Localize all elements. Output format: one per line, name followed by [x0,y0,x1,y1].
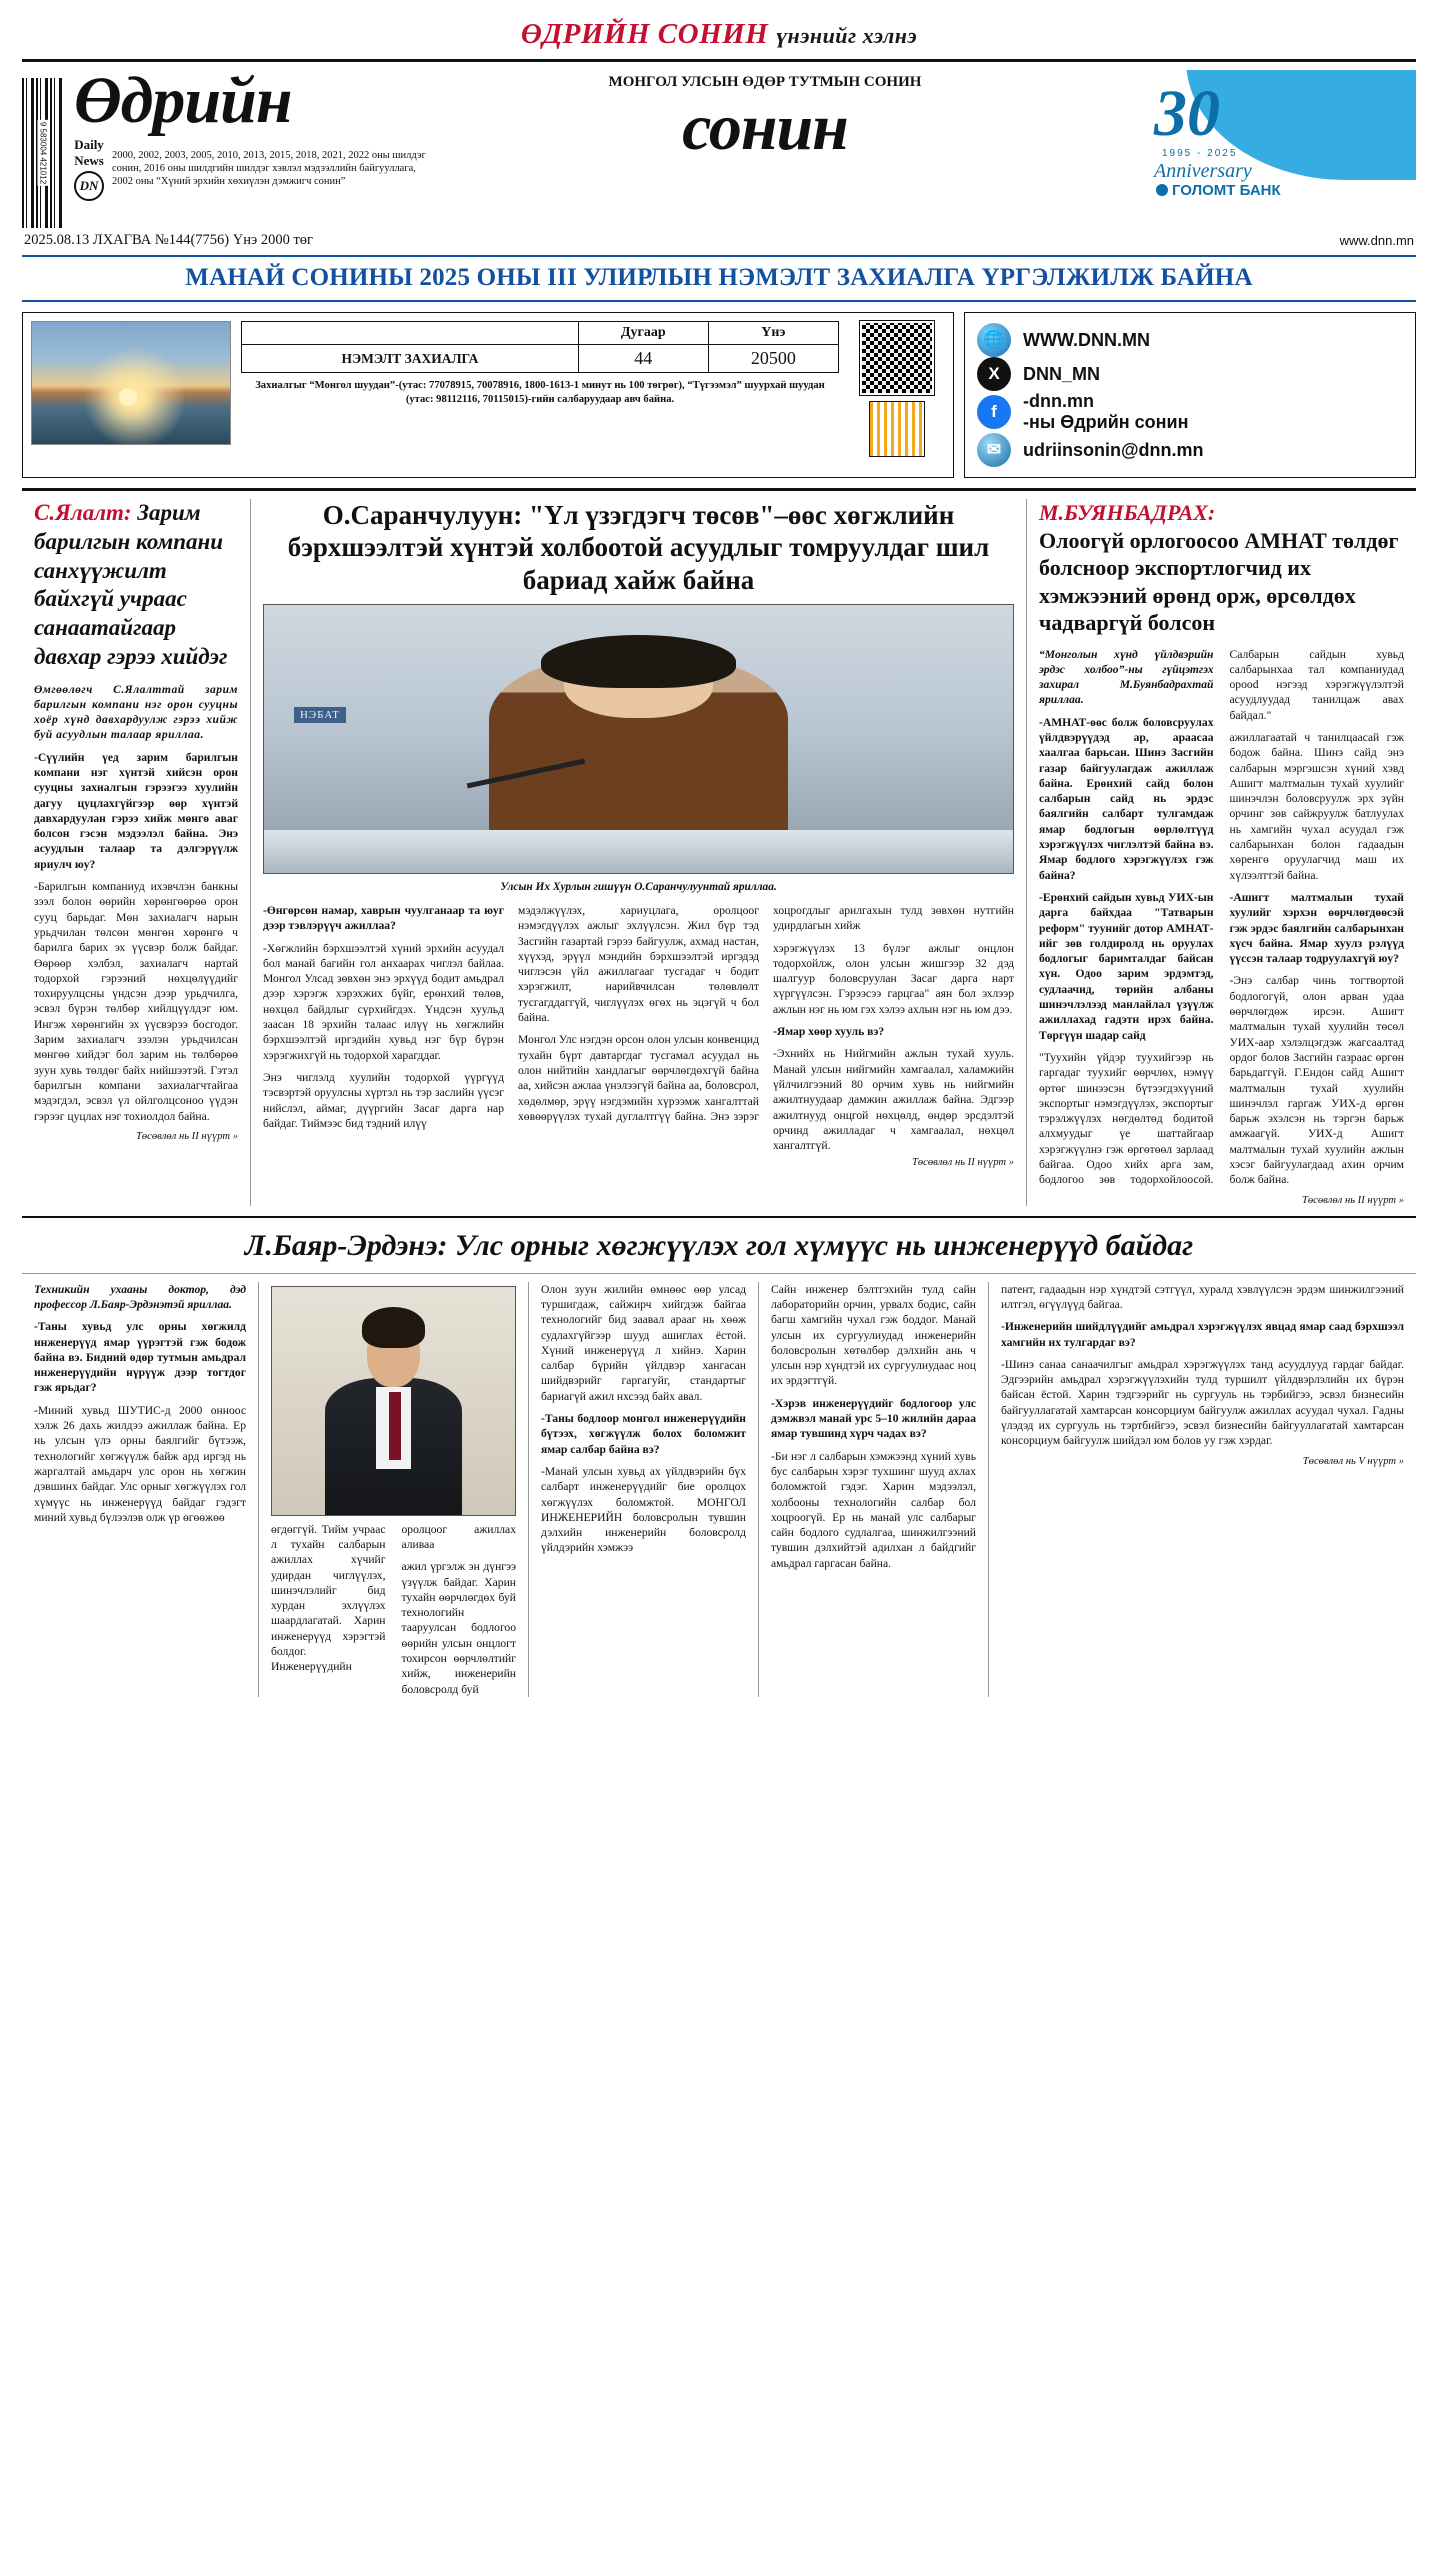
qr-code-icon[interactable] [860,321,934,395]
anniversary-logo [1096,70,1416,200]
article-left-kicker: С.Ялалт: [34,500,132,525]
article-bottom-col4 [758,1282,988,1697]
article-right-headline [1039,499,1404,637]
website-url[interactable]: www.dnn.mn [1339,233,1414,248]
subscription-table [241,321,839,373]
article-left-headline [34,499,238,672]
table-header-row [242,322,839,345]
col-head-issues: Дугаар [578,322,708,345]
article-center-q2: -Ямар хөөр хууль вэ? [773,1025,885,1039]
article-bottom-col5 [988,1282,1416,1697]
bank-logo [1156,182,1281,199]
awards-text: 2000, 2002, 2003, 2005, 2010, 2013, 2015, 2018, 2021, 2022 оны шилдэг сонин, 2016 оны шилдгийн шилдэг хэвлэл мэдээллийн байгууллага, 2002 оны “Хүний эрхийн хөхиүлэн дэмжигч сонин” [112,150,426,188]
article-bottom-continuation[interactable]: Төсөвлөл нь V нүүрт » [1302,1455,1404,1467]
article-bottom-q3: -Хэрэв инженерүүдийг бодлогоор улс дэмжвэл манай урс 5–10 жилийн дараа ямар тувшинд хүрч чадах вэ? [771,1396,976,1441]
article-right-standfirst: “Монголын хүнд үйлдвэрийн эрдэс холбоо”-ны гүйцэтгэх захирал М.Буянбадрахтай яриллаа. [1039,647,1214,707]
article-bottom-col1 [22,1282,258,1697]
qpay-qr-icon[interactable] [869,401,925,457]
daily-news-block [74,137,434,201]
top-strip-slogan: үнэнийг хэлнэ [776,23,918,48]
article-bottom-row [22,1282,1416,1697]
photo2-hair [362,1307,425,1348]
photo2-tie [389,1392,401,1460]
article-bottom-p1: -Миний хувьд ШУТИС-д 2000 онноос хэлж 26 дахь жилдээ ажиллаж байна. Ер нь улсын үлэ орны баялгийг бүтээж, технологийг хөгжүүлж байж ард иргэд нь жаргалтай амьдарч улс орон нь хөгжин дэвшинх байдаг. Улс орныг хөгжүүлэх гол хүмүүс нь инженерүүд байдаг гэдэгт миний хувьд бүлээлэв олж үр өгөөжөө [34,1403,246,1524]
photo-desk [264,830,1013,873]
social-row-facebook[interactable] [977,391,1403,433]
divider-4 [22,1273,1416,1274]
article-right-title: Олоогүй орлогоосоо АМНАТ төлдөг болсноор экспортлогчид их хэмжээний өрөнд орж, өрсөлдөх чадваргүй болсон [1039,527,1399,635]
subscription-banner: МАНАЙ СОНИНЫ 2025 ОНЫ III УЛИРЛЫН НЭМЭЛТ ЗАХИАЛГА ҮРГЭЛЖИЛЖ БАЙНА [22,255,1416,302]
logo-line-1: Өдрийн [74,64,292,137]
masthead-right [1096,70,1416,200]
article-center-kicker: О.Саранчулуун: [322,500,523,530]
article-bottom-q2: -Таны бодлоор монгол инженерүүдийн бүтээх, хөгжүүлж болох боломжит ямар салбар байна вэ? [541,1412,746,1456]
top-strip [22,18,1416,57]
daily-news-label: Daily News [74,136,104,168]
email-icon: ✉ [977,433,1011,467]
x-twitter-icon: X [977,357,1011,391]
article-right [1026,499,1416,1206]
article-left-continuation[interactable]: Төсөвлөл нь II нүүрт » [135,1130,238,1142]
article-center-p1: -Хөгжлийн бэрхшээлтэй хүний эрхийн асуудал бол манай багийн гол анхаарах чиглэл байлаа. Монгол Улсад зөвхөн энэ эрхүүд бодит амьдрал дээр хэрэгж хэрэхжих бүйг, ерөнхий төлөв, нөхцөл байдлыг сүрхийгдэх. Үндсэн хуульд заасан 18 эрхийн талаас илүү нь хөгжлийн бэрхшээлтэй иргэдийн хувьд нэг бүр бүрэн хэрэгжихгүй нь тодорхой харагддаг. [263,941,504,1062]
article-bottom-title: Улс орныг хөгжүүлэх гол хүмүүс нь инженерүүд байдаг [447,1229,1194,1263]
article-left-p1: -Барилгын компаниуд ихэвчлэн банкны зээл болон өөрийн хөрөнгөөрөө орон сууц барьдаг. Мөн захиалагч нарын урьдчилан төлсөн мөнгөн хөрөнгө ч барилга барих эх үүсвэр болж байдаг. Өөрөөр хэлбэл, захиалагч нартай тодорхой гэрээний нөхцөлүүдийг тохируулцсны үндсэн дээр урьдчилга, эсвэл бүрэн төлбөр хийлцүүлдэг юм. Ингэж хөрөнгийн эх үүсвэрээ босгодог. Зарим захиалагч зээлэн урьдчилсан мөнгөө хийдэг бол зарим нь төлбөрөө зуун хувь төлдөг байх нийшээтэй. Гэтэл барилгын компани захиалагчтайгаа мэдэгдэл, эсвэл үл ойлголцсоноо үүдэн гэрээг цуцлах нэг тохиолдол байна. [34,880,238,1123]
article-bottom-col2-body [271,1522,516,1697]
article-center-caption: Улсын Их Хурлын гишүүн О.Саранчулуунтай яриллаа. [500,881,777,894]
social-row-website[interactable] [977,323,1403,357]
masthead-subtitle: МОНГОЛ УЛСЫН ӨДӨР ТУТМЫН СОНИН [608,74,922,90]
article-right-p3: -Энэ салбар чинь тогтвортой бодлогогүй, олон арван удаа өөрчлөгдөж ирсэн. Ашигт малтмалын тухай хуулийн төсөл УИХ-аар хэлэлцэгдэж жагсаалтад ордог болов Засгийн газраас өргөн барьдаггүй. Г.Ендон сайд Ашигт малтмалын тухай хуулийн шинэчлэл гаргаж УИХ-д өргөн барьж эхэлсэн нь тэргэн барьж амжаагүй. УИХ-д Ашигт малтмалын тухай хуулийн ажлын хэсэг байгуулагдаад ахин орчим болж байна. [1229,974,1404,1187]
anniversary-word: Anniversary [1154,160,1252,182]
col-head-blank [242,322,579,345]
article-bottom-kicker: Л.Баяр-Эрдэнэ: [244,1229,448,1263]
article-center-p3: мэдэлжүүлэх, хариуцлага, оролцоог нэмэгдүүлэх ажлыг эхлүүлсэн. Жил бүр тэд Засгийн газартай гэрээ байгуулж, ахмад настан, хүүхэд, эрүүл мэндийн бэрхшээлтэй иргэдэд чиглэсэн үйл ажиллагааг тусгадаг ч бодит хэрэгжилт, нарийвчилсан төлөвлөлт тусгагддаггүй, чиглүүлэх өгөх нь эцэгүй ч бол байна. [518,904,759,1025]
facebook-icon: f [977,395,1011,429]
divider-3 [22,1216,1416,1218]
article-bottom [22,1228,1416,1697]
social-label-facebook-2: -ны Өдрийн сонин [1023,412,1189,432]
article-bottom-p8: патент, гадаадын нэр хүндтэй сэтгүүл, хуралд хэвлүүлсэн эрдэм шинжилгээний илтгэл, өгүүлүүд байгаа. [1001,1282,1404,1311]
anniversary-number: 30 [1154,77,1220,150]
article-center-title: "Үл үзэгдэгч төсөв"–өөс хөгжлийн бэрхшээлтэй хүнтэй холбоотой асуудлыг томруулдаг шил бариад хайж байна [287,500,990,595]
article-right-q2: -Ерөнхий сайдын хувьд УИХ-ын дарга байхдаа "Татварын реформ" туунийг дотор АМНАТ-ийг зөв голдиролд нь оруулах бодлогыг баримталдаг байсан хүн. Одоо зарим эрдэмтэд, судлаачид, төрийн албаны шинэчлэлээд манлайлал үзүүлж ажиллахад гадэтн ирэх байна. Төргүүн шадар сайд [1039,890,1214,1042]
row-label: НЭМЭЛТ ЗАХИАЛГА [242,345,579,373]
masthead [22,64,1416,228]
article-bottom-col2 [258,1282,528,1697]
article-center-body [263,903,1014,1153]
article-bottom-headline [22,1228,1416,1265]
article-left-standfirst: Өмгөөлөгч С.Ялалттай зарим барилгын компани нэг орон сууцны хоёр хүнд давхардуулж гэрээ хийж буй асуудлын талаар яриллаа. [34,682,238,742]
article-bottom-p6: Сайн инженер бэлтгэхийн тулд сайн лабораторийн орчин, урвалх бодис, сайн багш хамгийн чухал гэж боддог. Манай улсын их сургуулиудад инженерийн боловсролын хөтөлбөр дэлхийн ань ч улсын нэр хүндтэй их сургуулиудаас ноц их эрдэгтгүй. [771,1282,976,1388]
top-strip-title: ӨДРИЙН СОНИН [520,18,769,50]
article-bottom-q1: -Таны хувьд улс орны хөгжилд инженерүүд ямар үүрэгтэй гэж бодож байна вэ. Бидний өдөр тутмын амьдрал инженерүүдийн нүрүүж дээр тогтдог гэж ярьдаг? [34,1320,246,1395]
article-center-continuation[interactable]: Төсөвлөл нь II нүүрт » [911,1157,1014,1169]
masthead-left [74,64,434,201]
article-bottom-p7: -Би нэг л салбарын хэмжээнд хүний хувь бус салбарын хэрэг тухшинг шууд ахлах боломжтой гэдэг. Харин мэдээлэл, холбооны технологийн салбар бол хоцроогүй. Ер нь манай улс салбарыг сайн бодлого судлалгаа, шинжилгээний тувшин дэлхийтэй адилхан л байдгийг амьдрал гаргасан байна. [771,1449,976,1570]
top-article-row [22,499,1416,1206]
article-bottom-p5: -Манай улсын хувьд ах үйлдвэрийн бүх салбарт инженерүүдийг бие оролцох хөгжүүлэх боломжтой. МОНГОЛ ИНЖЕНЕРИЙН боловсролын тувшин дэлхийн инженерийн боловсролд үйлдэрийн хэмжээ [541,1464,746,1555]
article-right-q1: -АМНАТ-өөс болж боловсруулах үйлдвэрүүдэд ар, араасаа хаалгаа барьсан. Шинэ Засгийн газар байгуулагдаж ажиллаж байна. Ерөнхий сайд болон салбарын сайд нь эрдэс баялгийн салбарт тулгамдаж ямар бодлогын өөрлөлтүүд хэрэгжүүлэх чиглэлтэй байна вэ. Ямар бодлого хэрэгжүүлэх гэж байна? [1039,715,1214,882]
social-row-email[interactable] [977,433,1403,467]
daily-news-badge [74,137,104,201]
logo-line-2: сонин [682,91,848,164]
article-bottom-p2: өгдөггүй. Тийм учраас л тухайн салбарын ажиллах хүчийг удирдан чиглүүлэх, шинэчлэлийг бид хурдан эхлүүлэх шаардлагатай. Харин инженерүүд хэрэгтэй болдог. Инженерүүдийн оролцоог ажиллах аливаа [271,1522,516,1674]
social-label-facebook [1023,391,1188,433]
globe-icon: 🌐 [977,323,1011,357]
article-left [22,499,250,1206]
article-center-p4: Монгол Улс нэгдэн орсон олон улсын конвенцид тухайн бүрт давтаргдаг тусгамал асуудал нь олон нийтийн хандлагыг өөрчлөгдөхгүй байна аа, хийсэн ажлаа үнэлээгүй байна аа, боловсрол, хөдөлмөр, эрүү нэгдэмийн хүрээмж хангалттай хөвөөрүүлэх тухай дуглалтгүү байна. Энэ зэрэг хоцрогдлыг арилгахын тулд зөвхөн нутгийн удирдлагын хийж [518,904,1014,1123]
dn-monogram-icon: DN [74,171,104,201]
article-left-title: Зарим барилгын компани санхүүжилт байхгүй учраас санаатайгаар давхар гэрээ хийдэг [34,500,228,669]
article-center-photo [263,604,1014,874]
issue-price: 20500 [708,345,838,373]
social-label-x: DNN_MN [1023,363,1101,384]
photo-subject-hair [541,635,736,689]
sunset-photo [31,321,231,445]
social-label-email: udriinsonin@dnn.mn [1023,439,1204,460]
article-bottom-col3 [528,1282,758,1697]
masthead-center [444,70,1086,164]
article-right-p2: ажиллагаатай ч танилцаасай гэж бодож байна. Шинэ сайд энэ салбарын мэргэшсэн хүний хэвд Ашигт малтмалын тухай хуулийг шинэчлэн боловсруулж эрх зүйн орчинг зөв сайжруулж батлуулах нь хамгийн чухал асуудал гэж салбарынхан болон гадаадын хөренгө оруулагчид маш их хүлээлттэй байна. [1229,730,1404,882]
anniversary-years: 1995 - 2025 [1162,148,1238,159]
article-right-continuation[interactable]: Төсөвлөл нь II нүүрт » [1301,1195,1404,1207]
social-box [964,312,1416,478]
issue-date: 2025.08.13 ЛХАГВА №144(7756) Үнэ 2000 төг [24,232,313,248]
divider [22,59,1416,62]
social-label-facebook-1: -dnn.mn [1023,391,1094,411]
article-center-p6: -Эхнийх нь Нийгмийн ажлын тухай хууль. Манай улсын нийгмийн хамгаалал, халамжийн үйлчилгээний 80 орчим хувь нь нийгмийн ажилтнуудаар дамжин ажиллаж байна. Эдгээр ажилтнууд онцгой нөхцөлд, өндөр эрсдэлтэй орчинд ажилладаг ч хамгаалал, нөхцөл хангалтгүй. [773,1047,1014,1153]
social-label-website: WWW.DNN.MN [1023,329,1150,350]
article-right-body [1039,647,1404,1192]
social-row-x[interactable] [977,357,1403,391]
barcode-number: 9 583004 421012 [38,121,48,185]
subscription-note: Захиалгыг “Монгол шуудан”-(утас: 77078915, 70078916, 1800-1613-1 минут нь 100 төгрөг), “Түгээмэл” шуурхай шуудан (утас: 98112116, 70115015)-гийн салбаруудаар авч байна. [255,380,825,405]
article-bottom-q4: -Инженерийн шийдлүүдийг амьдрал хэрэгжүүлэх явцад ямар саад бэрхшээл хамгийн их тулгардаг вэ? [1001,1320,1404,1349]
article-center-headline [263,499,1014,596]
issue-count: 44 [578,345,708,373]
subscription-details [241,321,839,469]
table-row [242,345,839,373]
bank-dot-icon [1156,184,1168,196]
article-right-p1: "Тууxийн үйдэр туухийгээр нь гаргадаг туухийг өөрчлөх, нэмүү өртөг шинээсэн бүтээгдэхүүний экспортыг нэмэгдүүлэх, экспортыг тэрэлжүүлэх нөгдөлтөд бодитой алхмуудыг үе шаттайгаар хэрэгжүүлнэ гэж өргөтөөл зарлаад байгаа. Одоо хийх арга зам, бодлогоо зөв тодорхойлоосой. Салбарын сайдын хувьд салбарынхаа тал компаниудад орood нэгээд хэрэгжүүлэлтэй асуудлуудад танилцаж авах байдал." [1039,647,1404,1187]
subscription-area [22,312,1416,478]
qr-column [849,321,945,469]
bank-name: ГОЛОМТ БАНК [1172,182,1281,199]
subscription-box [22,312,954,478]
article-bottom-standfirst: Техникийн ухааны доктор, дэд профессор Л.Баяр-Эрдэнэтэй яриллаа. [34,1282,246,1311]
article-bottom-p4: Олон зуун жилийн өмнөөс өөр улсад туршигдаж, сайжирч хийгдэж байгаа технологийг бид заавал арааг нь хөөж судлахгүйгээр шууд ашиглах ёстой. Хүний инженерүүд л хийнэ. Харин салбар бүрийн үйлдвэр хангасан шийдвэрийг гаргагуйг, стандартыг бариагүй ажил нхсээд байх авал. [541,1282,746,1403]
article-center [250,499,1026,1206]
article-bottom-photo [271,1286,516,1516]
photo-nameplate: НЭБАТ [294,707,346,723]
col-head-price: Үнэ [708,322,838,345]
article-center-q1: -Өнгөрсөн намар, хаврын чуулганаар та юуг дээр тэвлэрүүч ажиллаа? [263,904,504,933]
issue-line [22,228,1416,255]
article-center-p2: Энэ чиглэлд хуулийн тодорхой үүргүүд тэсвэртэй оруулсны хүртэл нь тэр заслийн үүсэг нийслэл, аймаг, дүүргийн Засаг дарга нар байдаг. Тиймээс бид тэдний илүү [263,1070,504,1130]
article-bottom-p9: -Шинэ санаа санаачилгыг амьдрал хэрэгжүүлэх танд асуудлууд гардаг байдаг. Эдгээрийн амьдрал хэрэгжүүлэхийн тулд туршилт үйлдвэрлэлийн их бүрэн байсан ёстой. Харин тэдгээрийг нь сургууль нь тэрбийгээ, эсвэл бизнесийн байгууллагатай хамтарсан консорциум байгуулж ажиллах асуудал чухал. Гадны үлэдэд их сургууль нь тэртбийгээ, эсвэл бизнесийн байгууллагатай хамтарсан консорциум байгуулж шийдэл юм болов уу гэж хэрдаг. [1001,1357,1404,1448]
article-bottom-p3: ажил үргэлж эн дүнгээ үзүүлж байдаг. Харин тухайн өөрчлөгдөх буй технологийн тааруулсан бодлогоо өөрийн улсын онцлогт тохирсон өөрчлөлтийг хийж, инженерийн боловсролд буй [401,1560,516,1696]
article-center-p5: хэрэгжүүлэх 13 бүлэг ажлыг онцлон тодорхойлж, олон улсын жишгээр 32 дэд шалгуур боловсруулан Засаг дарга нарт хүргүүлсэн. Гэрээсээ гарцгаа" аян бол эхлээр ажлын нэг нь юм гэх хэлээ ахлын нэг нь юм дээ. [773,941,1014,1016]
article-right-kicker: М.БУЯНБАДРАХ: [1039,500,1216,525]
article-left-q1: -Сүүлийн үед зарим барилгын компани нэг хүнтэй хийсэн орон сууцны захиалгын гэрээгээ хуулийн дагуу цуцлахгүйгээр өөр хүнтэй давхардуулан гэрээ хийж мөнгө аваг болсон гэсэн мэдээлэл байна. Энэ асуудлын талаар та дэлгэрүүлж яриулч юу? [34,750,238,871]
barcode-icon [22,78,64,228]
article-right-q3: -Ашигт малтмалын тухай хуулийг хэрхэн өөрчлөгдөөсэй гэж эрдэс баялгийн салбарынхан хүсч байна. Ямар хуулз рэлүүд үүссэн талаар тодруулахгүй юу? [1229,890,1404,966]
divider-2 [22,488,1416,491]
